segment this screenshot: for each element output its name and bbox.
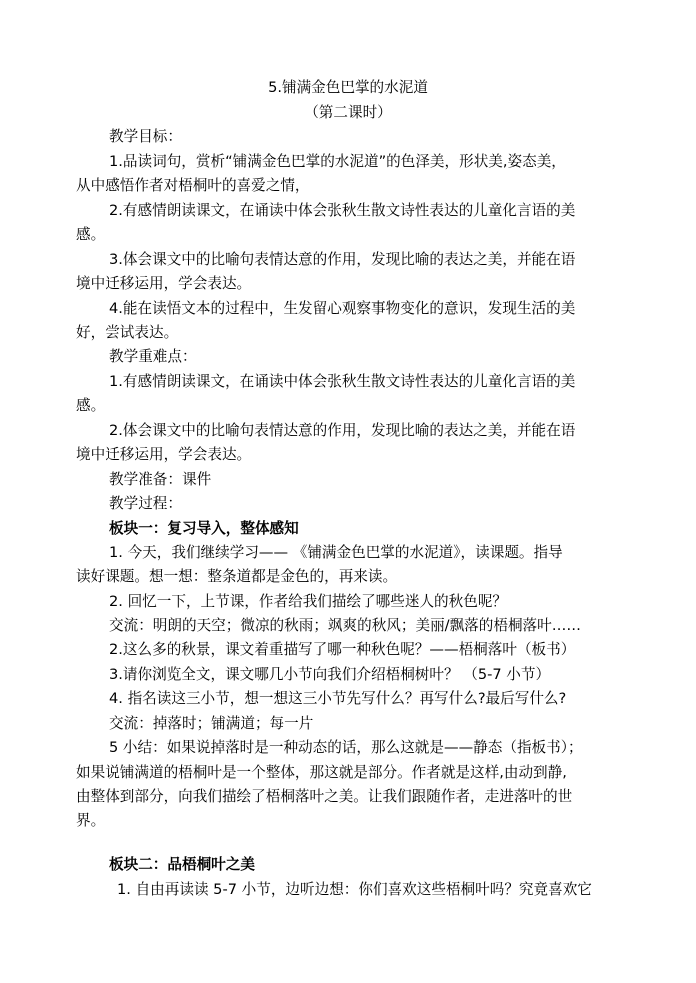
exchange-1-line: 交流：明朗的天空；微凉的秋雨；飒爽的秋风；美丽/飘落的梧桐落叶…… (109, 617, 581, 634)
section-label-objectives: 教学目标： (109, 128, 182, 145)
step-2b-line: 2.这么多的秋景，课文着重描写了哪一种秋色呢？——梧桐落叶（板书） (109, 641, 576, 658)
objective-2-line-2: 感。 (76, 226, 106, 243)
summary-line-4: 界。 (76, 812, 106, 829)
block-1-heading: 板块一：复习导入，整体感知 (109, 520, 299, 537)
step-1-line-2: 读好课题。想一想：整条道都是金色的，再来读。 (76, 568, 398, 585)
block-2-heading: 板块二：品梧桐叶之美 (109, 856, 255, 873)
block-2-step-1-line: 1. 自由再读读 5-7 小节，边听边想：你们喜欢这些梧桐叶吗？究竟喜欢它 (117, 881, 592, 898)
key-point-2-line-2: 境中迁移运用，学会表达。 (76, 446, 252, 463)
key-point-1-line-1: 1.有感情朗读课文，在诵读中体会张秋生散文诗性表达的儿童化言语的美 (109, 373, 576, 390)
objective-3-line-1: 3.体会课文中的比喻句表情达意的作用，发现比喻的表达之美，并能在语 (109, 251, 576, 268)
step-4-line: 4. 指名读这三小节，想一想这三小节先写什么？再写什么?最后写什么? (109, 690, 567, 707)
preparation-line: 教学准备：课件 (109, 471, 212, 488)
document-subtitle: （第二课时） (304, 104, 392, 121)
objective-1-line-1: 1.品读词句，赏析“铺满金色巴掌的水泥道”的色泽美，形状美,姿态美， (109, 153, 566, 170)
objective-4-line-2: 好，尝试表达。 (76, 324, 179, 341)
section-label-key-points: 教学重难点： (109, 348, 197, 365)
summary-line-3: 由整体到部分，向我们描绘了梧桐落叶之美。让我们跟随作者，走进落叶的世 (76, 788, 573, 805)
objective-3-line-2: 境中迁移运用，学会表达。 (76, 275, 252, 292)
exchange-2-line: 交流：掉落时；铺满道；每一片 (109, 715, 314, 732)
document-title: 5.铺满金色巴掌的水泥道 (268, 79, 428, 96)
objective-1-line-2: 从中感悟作者对梧桐叶的喜爱之情， (76, 177, 310, 194)
step-2-line: 2. 回忆一下，上节课，作者给我们描绘了哪些迷人的秋色呢？ (109, 593, 508, 610)
key-point-1-line-2: 感。 (76, 397, 106, 414)
key-point-2-line-1: 2.体会课文中的比喻句表情达意的作用，发现比喻的表达之美，并能在语 (109, 422, 576, 439)
objective-2-line-1: 2.有感情朗读课文，在诵读中体会张秋生散文诗性表达的儿童化言语的美 (109, 202, 576, 219)
summary-line-1: 5 小结：如果说掉落时是一种动态的话，那么这就是——静态（指板书）； (109, 739, 583, 756)
step-1-line-1: 1. 今天，我们继续学习—— 《铺满金色巴掌的水泥道》，读课题。指导 (109, 544, 563, 561)
step-3-line: 3.请你浏览全文，课文哪几小节向我们介绍梧桐树叶？ （5-7 小节） (109, 666, 551, 683)
summary-line-2: 如果说铺满道的梧桐叶是一个整体，那这就是部分。作者就是这样,由动到静, (76, 764, 567, 781)
section-label-process: 教学过程： (109, 495, 182, 512)
objective-4-line-1: 4.能在读悟文本的过程中，生发留心观察事物变化的意识，发现生活的美 (109, 300, 576, 317)
